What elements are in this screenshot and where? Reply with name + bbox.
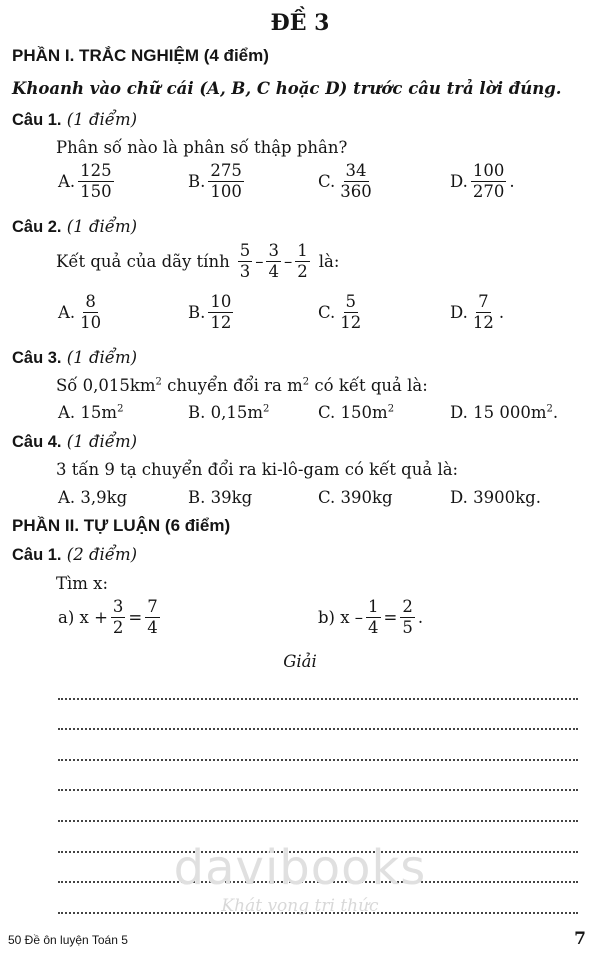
question-4-text: 3 tấn 9 tạ chuyển đổi ra ki-lô-gam có kết quả là: [56,460,459,479]
question-label: Câu 4. [12,433,62,451]
equation-fraction: $\frac{3}{2}$ [112,597,124,638]
option-letter: B. [188,303,206,323]
q2-option-b[interactable] [188,293,236,333]
watermark-brand: davibooks [173,840,427,896]
equation-fraction: $\frac{7}{4}$ [147,597,158,638]
q1-option-a[interactable] [58,162,117,202]
q3-option-d[interactable]: D. 15 $000m^2$. [450,403,559,422]
watermark-slogan: Khát vọng tri thức [221,896,379,916]
question-label: Câu 1. [12,546,62,564]
q4-option-b[interactable]: B. 39kg [188,488,253,507]
question-label: Câu 2. [12,218,62,236]
q1-option-d[interactable] [450,162,515,202]
answer-line[interactable] [58,698,578,700]
footer-book-title: 50 Đề ôn luyện Toán 5 [8,933,128,947]
option-tail: . [509,172,515,192]
option-fraction: $\frac{125}{150}$ [80,161,112,202]
answer-line[interactable] [58,759,578,761]
option-tail: . [498,303,505,323]
question-2-header [12,217,137,237]
q2-option-d[interactable] [450,293,504,333]
question-points: (1 điểm) [66,348,138,367]
equation-fraction: $\frac{1}{4}$ [368,597,379,638]
part1-instruction: Khoanh vào chữ cái (A, B, C hoặc D) trước câu trả lời đúng. [12,79,562,98]
question-3-header [12,348,137,368]
find-x-prompt: Tìm x: [56,574,109,593]
option-letter: C. [318,303,336,323]
q1-option-c[interactable] [318,162,377,202]
question-label: Câu 3. [12,349,62,367]
part2-question-1-header [12,545,137,565]
q3-option-b[interactable]: B. $0,15m^2$ [188,403,270,422]
equation-a: a) x + $\frac{3}{2}$ = $\frac{7}{4}$ [58,597,158,638]
expr-fraction: $\frac{5}{3}$ [239,241,251,282]
expr-operator: – [283,252,293,272]
option-letter: D. [450,172,468,192]
option-fraction: $\frac{7}{12}$ [472,292,494,333]
expr-fraction: $\frac{1}{2}$ [297,241,308,282]
q4-option-a[interactable]: A. 3,9kg [58,488,128,507]
question-points: (1 điểm) [66,110,138,129]
page-number: 7 [574,929,586,949]
question-4-header [12,432,137,452]
option-fraction: $\frac{100}{270}$ [472,161,505,202]
q2-option-a[interactable] [58,293,106,333]
option-letter: C. [318,172,336,192]
question-3-text: Số $0,015km^2$ chuyển đổi ra $m^2$ có kết quả là: [56,376,428,395]
expr-fraction: $\frac{3}{4}$ [268,241,279,282]
part1-heading: PHẦN I. TRẮC NGHIỆM (4 điểm) [12,46,269,65]
question-2-text: Kết quả của dãy tính $\frac{5}{3}$ – $\frac{3}{4}$ – $\frac{1}{2}$ là: [56,241,340,282]
q1-option-b[interactable] [188,162,247,202]
option-fraction: $\frac{10}{12}$ [210,292,232,333]
question-1-text: Phân số nào là phân số thập phân? [56,138,348,157]
answer-line[interactable] [58,820,578,822]
option-fraction: $\frac{275}{100}$ [210,161,242,202]
option-letter: A. [58,172,76,192]
q4-option-d[interactable]: D. 3900kg. [450,488,541,507]
answer-line[interactable] [58,789,578,791]
option-letter: D. [450,303,468,323]
q2-option-c[interactable] [318,293,366,333]
exam-title: ĐỀ 3 [270,10,330,36]
question-1-header [12,110,137,130]
option-fraction: $\frac{5}{12}$ [340,292,362,333]
question-points: (2 điểm) [66,545,138,564]
question-label: Câu 1. [12,111,62,129]
q3-option-c[interactable]: C. $150m^2$ [318,403,395,422]
part2-heading: PHẦN II. TỰ LUẬN (6 điểm) [12,516,231,535]
answer-label: Giải [283,652,317,671]
equation-fraction: $\frac{2}{5}$ [402,597,413,638]
equation-b: b) x – $\frac{1}{4}$ = $\frac{2}{5}$ . [318,597,424,638]
answer-line[interactable] [58,728,578,730]
q4-option-c[interactable]: C. 390kg [318,488,393,507]
expr-operator: – [255,252,264,272]
question-points: (1 điểm) [66,432,138,451]
q3-option-a[interactable]: A. $15m^2$ [58,403,124,422]
question-points: (1 điểm) [66,217,138,236]
option-fraction: $\frac{8}{10}$ [80,292,102,333]
option-letter: A. [58,303,76,323]
option-letter: B. [188,172,206,192]
option-fraction: $\frac{34}{360}$ [340,161,372,202]
